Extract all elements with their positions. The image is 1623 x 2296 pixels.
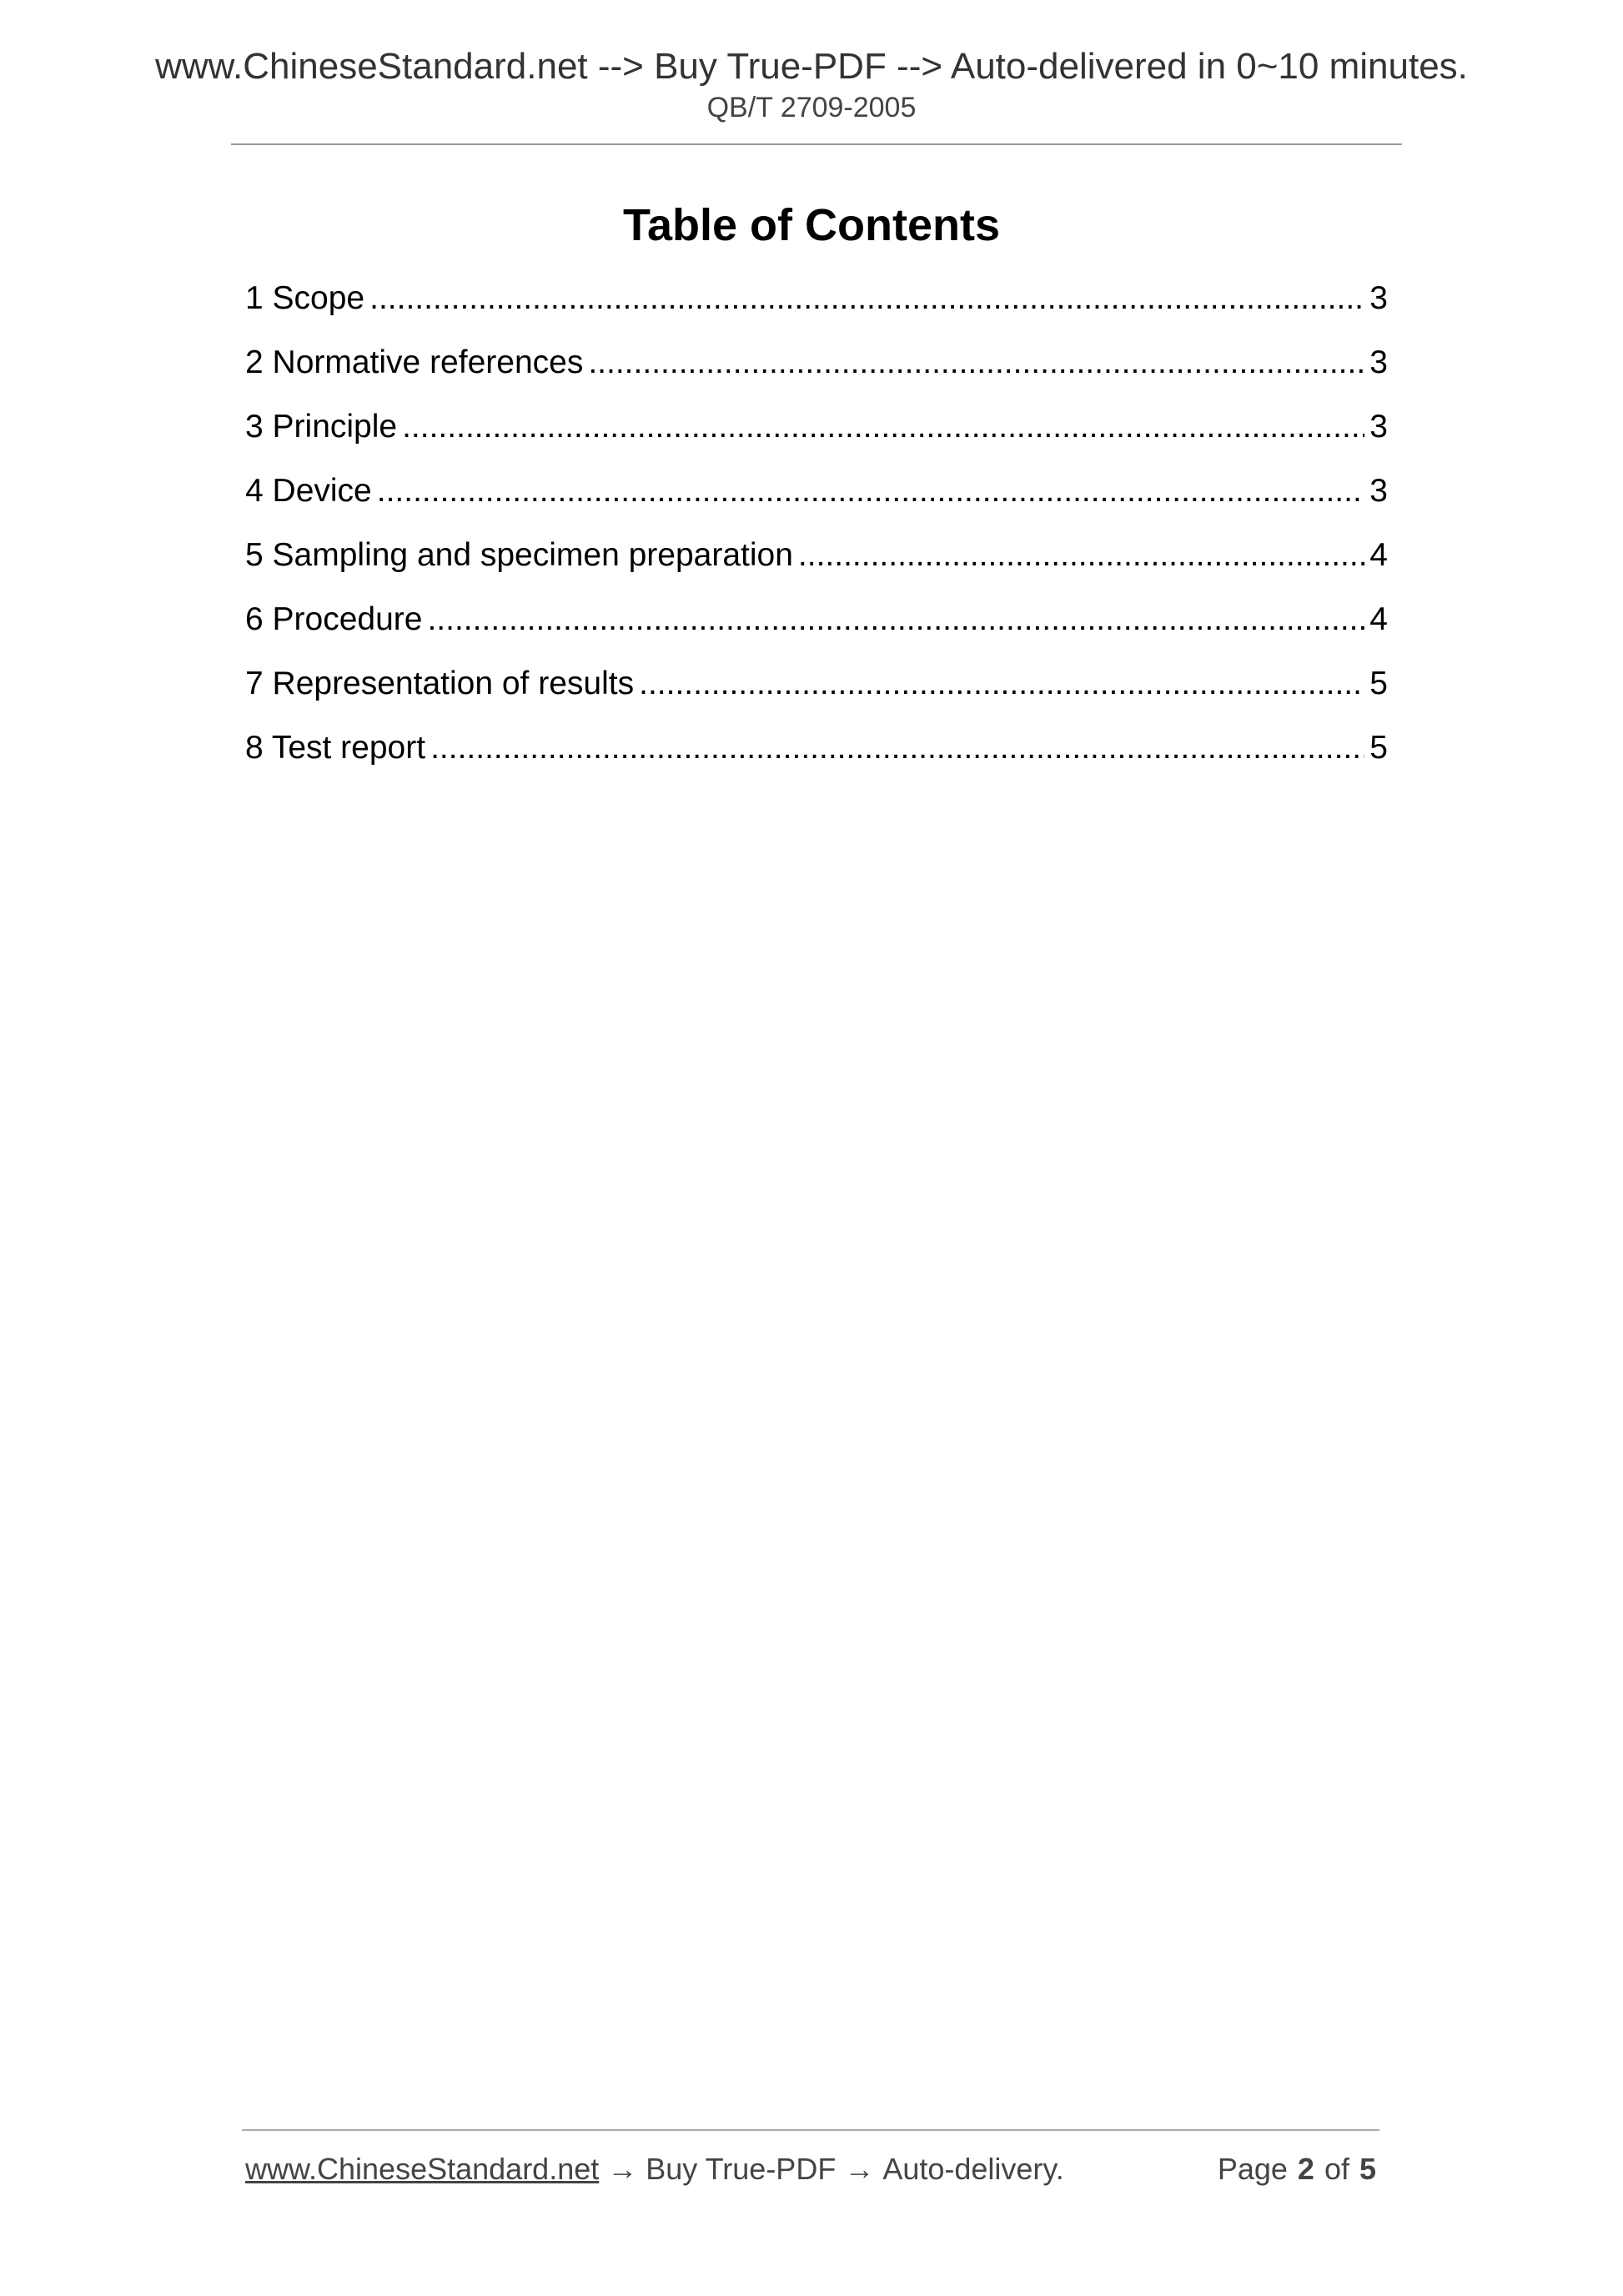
- toc-entry-page: 3: [1369, 409, 1388, 445]
- toc-entry-label: 8 Test report: [245, 730, 426, 766]
- toc-entry-procedure[interactable]: [245, 595, 1388, 660]
- toc-list: [245, 274, 1388, 788]
- toc-dot-leader: [377, 467, 1365, 515]
- site-link[interactable]: www.ChineseStandard.net: [245, 2152, 600, 2186]
- toc-entry-label: 3 Principle: [245, 409, 398, 445]
- toc-entry-label: 2 Normative references: [245, 344, 584, 380]
- page-word: Page: [1217, 2152, 1288, 2186]
- toc-dot-leader: [639, 660, 1364, 708]
- toc-entry-label: 5 Sampling and specimen preparation: [245, 537, 793, 573]
- toc-dot-leader: [402, 403, 1364, 451]
- header-divider: [231, 143, 1402, 145]
- toc-entry-page: 3: [1369, 344, 1388, 380]
- toc-entry-page: 3: [1369, 280, 1388, 316]
- toc-entry-representation-of-results[interactable]: [245, 660, 1388, 724]
- buy-text: Buy True-PDF: [646, 2152, 837, 2186]
- toc-entry-page: 3: [1369, 473, 1388, 509]
- toc-entry-test-report[interactable]: [245, 724, 1388, 788]
- footer-promo: [245, 2148, 1064, 2190]
- toc-entry-device[interactable]: [245, 467, 1388, 531]
- header-banner: www.ChineseStandard.net --> Buy True-PDF --> Auto-delivered in 0~10 minutes.: [155, 46, 1468, 87]
- toc-entry-label: 7 Representation of results: [245, 666, 635, 701]
- toc-entry-label: 6 Procedure: [245, 601, 423, 637]
- footer-divider: [242, 2129, 1379, 2131]
- toc-dot-leader: [798, 531, 1364, 580]
- standard-code: QB/T 2709-2005: [706, 92, 917, 123]
- arrow-right-icon: →: [844, 2152, 875, 2186]
- toc-dot-leader: [588, 339, 1364, 387]
- toc-entry-page: 5: [1369, 666, 1388, 701]
- of-word: of: [1324, 2152, 1349, 2186]
- toc-dot-leader: [427, 595, 1364, 644]
- toc-entry-label: 4 Device: [245, 473, 372, 509]
- toc-dot-leader: [430, 724, 1364, 772]
- delivery-text: Auto-delivery.: [882, 2152, 1064, 2186]
- toc-entry-label: 1 Scope: [245, 280, 365, 316]
- toc-entry-normative-references[interactable]: [245, 339, 1388, 403]
- page-current: 2: [1297, 2152, 1314, 2186]
- toc-entry-page: 4: [1369, 537, 1388, 573]
- page-total: 5: [1359, 2152, 1376, 2186]
- page-indicator: [1218, 2148, 1376, 2190]
- arrow-right-icon: →: [607, 2152, 638, 2186]
- toc-title: Table of Contents: [623, 200, 1000, 250]
- toc-entry-sampling[interactable]: [245, 531, 1388, 595]
- toc-entry-scope[interactable]: [245, 274, 1388, 339]
- toc-entry-page: 4: [1369, 601, 1388, 637]
- toc-entry-principle[interactable]: [245, 403, 1388, 467]
- toc-dot-leader: [369, 274, 1364, 323]
- toc-entry-page: 5: [1369, 730, 1388, 766]
